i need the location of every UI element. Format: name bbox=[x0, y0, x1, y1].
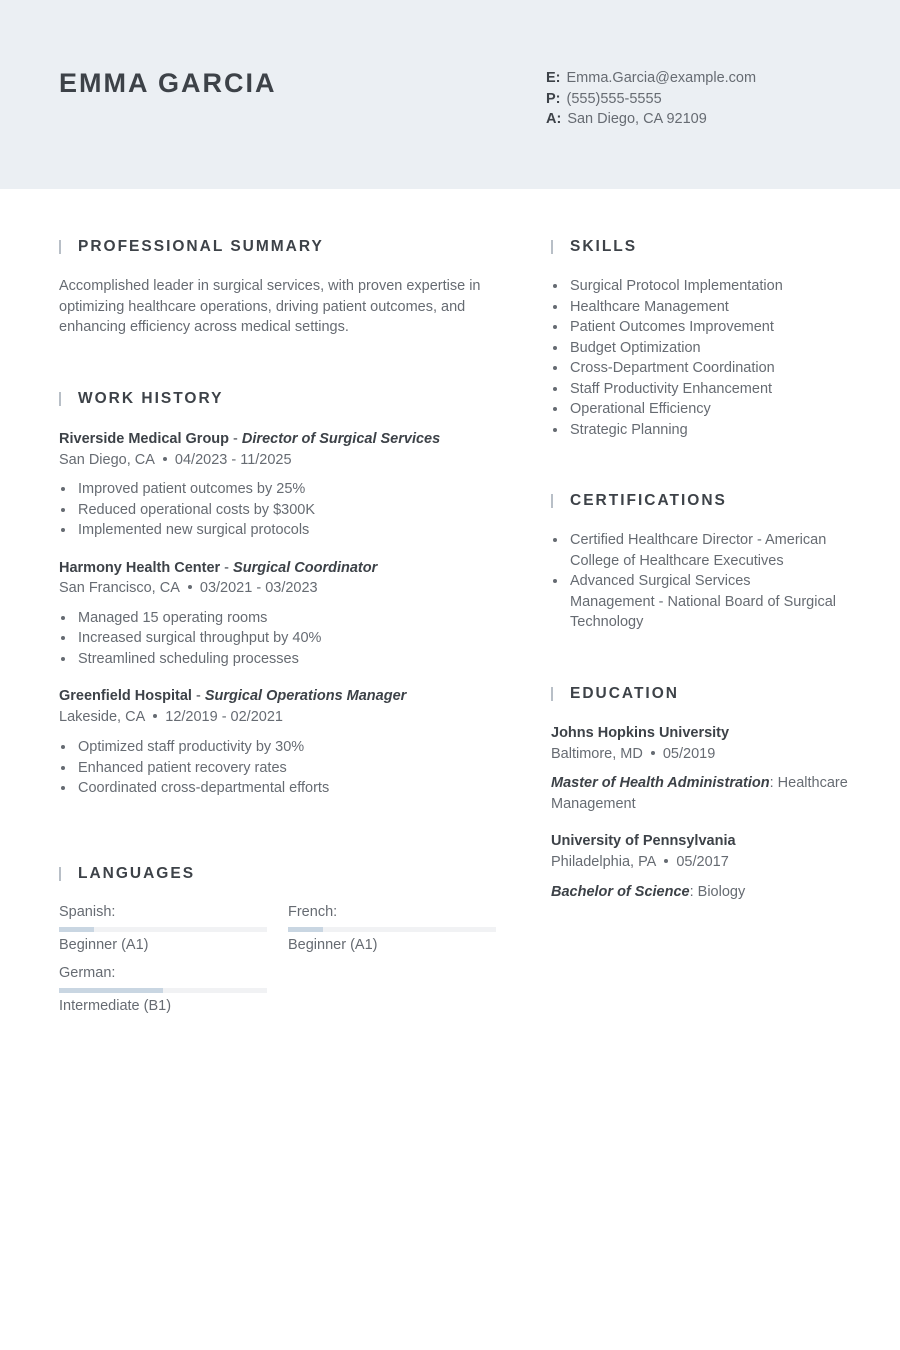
summary-line: enhancing efficiency across medical settings. bbox=[59, 319, 349, 335]
job-meta bbox=[59, 707, 499, 728]
bullet-dot bbox=[553, 387, 557, 391]
summary-heading bbox=[59, 237, 499, 257]
language-name: French: bbox=[288, 904, 338, 920]
section-marker bbox=[59, 867, 61, 881]
job-bullet bbox=[59, 628, 499, 649]
skill-item bbox=[551, 297, 851, 318]
bullet-dot bbox=[61, 745, 65, 749]
summary-line: optimizing healthcare operations, driving patient outcomes, and bbox=[59, 298, 466, 315]
job-bullet bbox=[59, 778, 499, 799]
job-title-line bbox=[59, 558, 499, 579]
language-level: Beginner (A1) bbox=[288, 936, 378, 953]
certification-line: Certified Healthcare Director - American bbox=[570, 532, 827, 548]
bullet-dot bbox=[553, 538, 557, 542]
bullet-dot bbox=[553, 325, 557, 329]
skill-item bbox=[551, 379, 851, 400]
job-dates: 12/2019 - 02/2021 bbox=[165, 708, 283, 725]
summary-text bbox=[59, 276, 499, 338]
education-school: Johns Hopkins University bbox=[551, 725, 730, 741]
job-bullets bbox=[59, 608, 499, 670]
bullet-dot bbox=[553, 428, 557, 432]
job-bullet-text: Enhanced patient recovery rates bbox=[78, 759, 287, 776]
skill-text: Budget Optimization bbox=[570, 339, 701, 356]
job-role: Surgical Coordinator bbox=[233, 559, 378, 576]
bullet-separator bbox=[153, 714, 157, 718]
bullet-dot bbox=[61, 786, 65, 790]
job-title-line bbox=[59, 429, 499, 450]
language-spanish bbox=[59, 902, 267, 955]
bullet-separator bbox=[188, 585, 192, 589]
skill-item bbox=[551, 317, 851, 338]
language-name: Spanish: bbox=[59, 904, 116, 920]
job-company: Harmony Health Center bbox=[59, 559, 221, 576]
bullet-dot bbox=[61, 657, 65, 661]
certifications-section bbox=[551, 491, 851, 633]
job-dates: 03/2021 - 03/2023 bbox=[199, 580, 318, 596]
job-dash: - bbox=[229, 431, 242, 447]
job-company: Riverside Medical Group bbox=[59, 431, 230, 447]
skill-item bbox=[551, 338, 851, 359]
skill-item bbox=[551, 420, 851, 441]
job-location: Lakeside, CA bbox=[59, 708, 146, 725]
skills-list bbox=[551, 276, 851, 440]
bullet-dot bbox=[553, 305, 557, 309]
certifications-heading-text: CERTIFICATIONS bbox=[570, 492, 727, 509]
job-bullet-text: Optimized staff productivity by 30% bbox=[78, 739, 305, 755]
job-company: Greenfield Hospital bbox=[59, 688, 192, 704]
education-location: Philadelphia, PA bbox=[551, 853, 657, 870]
work-history-heading bbox=[59, 389, 499, 409]
degree-field: : Biology bbox=[689, 884, 746, 900]
bullet-dot bbox=[61, 616, 65, 620]
bullet-separator bbox=[163, 457, 167, 461]
language-level-bar bbox=[59, 988, 267, 993]
candidate-name: EMMA GARCIA bbox=[59, 68, 277, 98]
education-school: University of Pennsylvania bbox=[551, 833, 736, 849]
job-bullets bbox=[59, 737, 499, 799]
job-bullet-text: Improved patient outcomes by 25% bbox=[78, 481, 306, 497]
contact-phone bbox=[546, 89, 756, 110]
job-dash: - bbox=[220, 559, 234, 576]
certifications-heading bbox=[551, 491, 851, 511]
skill-text: Cross-Department Coordination bbox=[570, 360, 775, 376]
language-level-fill bbox=[288, 927, 323, 932]
job-role: Surgical Operations Manager bbox=[204, 688, 407, 704]
contact-phone-value: (555)555-5555 bbox=[566, 90, 662, 107]
education-date: 05/2019 bbox=[662, 745, 716, 762]
degree-field: : Healthcare bbox=[769, 775, 848, 791]
job-bullet bbox=[59, 608, 499, 629]
contact-email bbox=[546, 68, 756, 89]
job-location: San Francisco, CA bbox=[59, 580, 180, 596]
skill-text: Operational Efficiency bbox=[570, 401, 711, 417]
language-level-bar bbox=[288, 927, 496, 932]
job-meta bbox=[59, 578, 499, 599]
bullet-dot bbox=[61, 636, 65, 640]
certification-line: Management - National Board of Surgical bbox=[570, 593, 836, 610]
bullet-dot bbox=[61, 487, 65, 491]
education-heading-text: EDUCATION bbox=[570, 685, 679, 702]
work-history-heading-text: WORK HISTORY bbox=[78, 390, 224, 407]
job-dates: 04/2023 - 11/2025 bbox=[174, 451, 292, 468]
degree-field-cont: Management bbox=[551, 795, 636, 812]
languages-heading bbox=[59, 864, 499, 884]
job-entry bbox=[59, 558, 499, 670]
bullet-dot bbox=[553, 579, 557, 583]
language-french bbox=[288, 902, 496, 955]
contact-email-value: Emma.Garcia@example.com bbox=[566, 70, 757, 86]
job-bullet bbox=[59, 479, 499, 500]
education-entry bbox=[551, 831, 851, 903]
education-section bbox=[551, 684, 851, 903]
skill-text: Staff Productivity Enhancement bbox=[570, 380, 773, 397]
skills-heading-text: SKILLS bbox=[570, 238, 638, 255]
section-marker bbox=[59, 240, 61, 254]
language-level-bar bbox=[59, 927, 267, 932]
job-location: San Diego, CA bbox=[59, 451, 155, 468]
bullet-dot bbox=[553, 346, 557, 350]
certification-line: Technology bbox=[570, 614, 644, 630]
skill-item bbox=[551, 358, 851, 379]
bullet-separator bbox=[664, 859, 668, 863]
section-marker bbox=[551, 687, 553, 701]
bullet-dot bbox=[61, 766, 65, 770]
job-bullets bbox=[59, 479, 499, 541]
language-name: German: bbox=[59, 965, 116, 981]
language-level-fill bbox=[59, 927, 94, 932]
job-title-line bbox=[59, 686, 499, 707]
certification-line: Advanced Surgical Services bbox=[570, 573, 751, 589]
section-marker bbox=[59, 392, 61, 406]
skills-heading bbox=[551, 237, 851, 257]
job-bullet-text: Coordinated cross-departmental efforts bbox=[78, 780, 330, 796]
education-location: Baltimore, MD bbox=[551, 745, 643, 762]
summary-heading-text: PROFESSIONAL SUMMARY bbox=[78, 238, 324, 255]
skill-text: Strategic Planning bbox=[570, 421, 688, 438]
bullet-dot bbox=[553, 407, 557, 411]
section-marker bbox=[551, 494, 553, 508]
summary-section bbox=[59, 237, 499, 338]
job-bullet-text: Reduced operational costs by $300K bbox=[78, 501, 315, 518]
certification-item bbox=[551, 571, 851, 633]
certifications-list bbox=[551, 530, 851, 633]
job-bullet bbox=[59, 758, 499, 779]
skill-text: Healthcare Management bbox=[570, 298, 729, 315]
skills-section bbox=[551, 237, 851, 440]
bullet-dot bbox=[553, 284, 557, 288]
language-german bbox=[59, 963, 267, 1016]
bullet-separator bbox=[651, 751, 655, 755]
summary-line: Accomplished leader in surgical services, with proven expertise in bbox=[59, 278, 481, 294]
job-bullet-text: Increased surgical throughput by 40% bbox=[78, 630, 322, 646]
education-meta bbox=[551, 852, 851, 873]
bullet-dot bbox=[553, 366, 557, 370]
certification-item bbox=[551, 530, 851, 571]
education-date: 05/2017 bbox=[676, 853, 729, 870]
contact-email-label: E: bbox=[546, 70, 561, 86]
contact-address bbox=[546, 109, 756, 130]
skill-text: Surgical Protocol Implementation bbox=[570, 278, 783, 294]
education-heading bbox=[551, 684, 851, 704]
contact-info bbox=[546, 68, 756, 130]
education-entry bbox=[551, 723, 851, 814]
contact-address-value: San Diego, CA 92109 bbox=[567, 111, 707, 127]
certification-line: College of Healthcare Executives bbox=[570, 552, 784, 569]
degree-name: Bachelor of Science bbox=[551, 884, 690, 900]
contact-address-label: A: bbox=[546, 111, 562, 127]
job-bullet-text: Implemented new surgical protocols bbox=[78, 522, 310, 538]
languages-section bbox=[59, 864, 499, 1022]
degree-name: Master of Health Administration bbox=[551, 775, 770, 791]
language-level-fill bbox=[59, 988, 163, 993]
contact-phone-label: P: bbox=[546, 90, 561, 107]
education-meta bbox=[551, 744, 851, 765]
bullet-dot bbox=[61, 508, 65, 512]
job-bullet bbox=[59, 737, 499, 758]
job-role: Director of Surgical Services bbox=[241, 431, 441, 447]
job-bullet-text: Managed 15 operating rooms bbox=[78, 609, 268, 626]
job-bullet bbox=[59, 500, 499, 521]
language-level: Beginner (A1) bbox=[59, 936, 149, 953]
education-degree bbox=[551, 773, 851, 814]
job-entry bbox=[59, 686, 499, 799]
job-bullet bbox=[59, 649, 499, 670]
skill-text: Patient Outcomes Improvement bbox=[570, 319, 774, 335]
skill-item bbox=[551, 399, 851, 420]
skill-item bbox=[551, 276, 851, 297]
section-marker bbox=[551, 240, 553, 254]
languages-grid bbox=[59, 902, 499, 1022]
job-entry bbox=[59, 429, 499, 541]
work-history-section bbox=[59, 389, 499, 799]
languages-heading-text: LANGUAGES bbox=[78, 865, 196, 882]
education-degree bbox=[551, 882, 851, 903]
resume-header bbox=[0, 0, 900, 189]
bullet-dot bbox=[61, 528, 65, 532]
job-dash: - bbox=[191, 688, 205, 704]
language-level: Intermediate (B1) bbox=[59, 997, 172, 1014]
job-meta bbox=[59, 450, 499, 471]
job-bullet bbox=[59, 520, 499, 541]
job-bullet-text: Streamlined scheduling processes bbox=[78, 650, 299, 667]
